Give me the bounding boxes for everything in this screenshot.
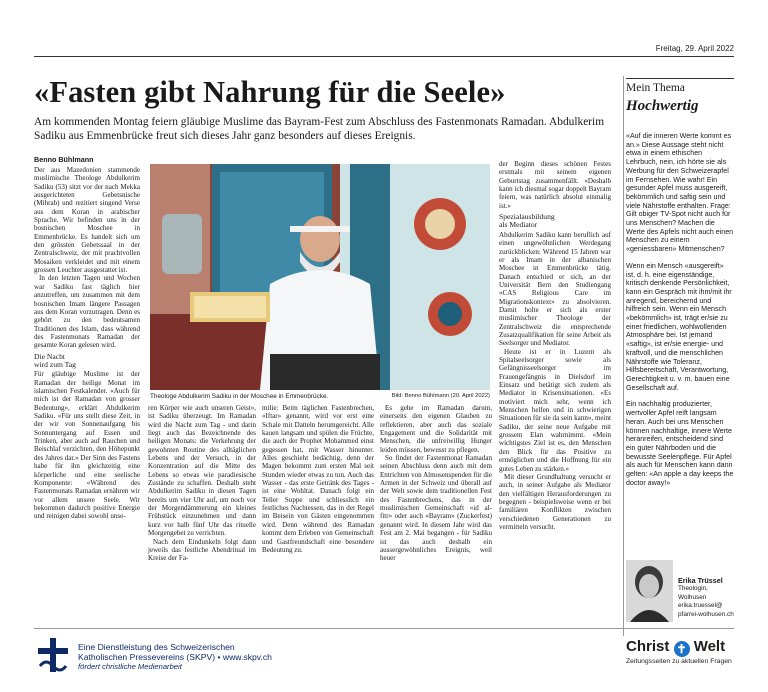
footer-publisher [78, 642, 272, 672]
sidebar-label: Mein Thema [626, 82, 685, 94]
skpv-logo-icon [36, 636, 70, 679]
article-column-1 [34, 166, 140, 521]
caption-text: Theologe Abdulkerim Sadiku in der Moschee in Emmenbrücke. [150, 393, 329, 400]
article-paragraph: Nach dem Eindunkeln folgt dann jeweils das festliche Abendritual im Kreise der Fa- [148, 537, 256, 563]
sidebar-divider [623, 76, 624, 636]
subheading-line: Spezialausbildung [499, 212, 555, 222]
photo-caption [150, 393, 490, 400]
article-paragraph: Der aus Mazedonien stammende muslimische Theologe Abdulkerim Sadiku (53) sitzt vor der nach Mekka ausgerichteten Gebetsnische (Mihrab) und rezitiert singend Verse aus dem Koran in arabischer Sprache. Wir befinden uns in der bosnischen Moschee in Emmenbrücke. Es handelt sich um den grössten Gebetssaal in der Zentralschweiz, der mit prachtvollen Mosaiken verkleidet und mit einem grossen Leuchter ausgestattet ist. [34, 166, 140, 275]
article-column-5 [499, 160, 611, 531]
subheading-line: wird zum Tag [34, 359, 76, 369]
footer-line: Eine Dienstleistung des Schweizerischen [78, 642, 235, 652]
author-portrait [626, 560, 673, 622]
portrait-illustration [626, 560, 673, 622]
article-paragraph: Abdulkerim Sadiku kann beruflich auf einen ungewöhnlichen Werdegang zurückblicken: Während 15 Jahren war er als Imam in der albanischen Moschee in Emmenbrücke tätig. Danach entschied er sich, an der Universität Bern den Studiengang «CAS Religious Care im Migrationskontext» zu absolvieren. Damit holte er sich als erster muslimischer Theologe der Zentralschweiz die entsprechende Zusatzqualifikation für seine Arbeit als Seelsorger und Mediator. [499, 230, 611, 348]
article-column-4 [380, 404, 492, 563]
brand-left: Christ [626, 638, 670, 655]
sidebar-title: Hochwertig [626, 98, 699, 114]
signature-name: Erika Trüssel [678, 576, 723, 585]
subheading [34, 353, 140, 370]
article-paragraph: Heute ist er in Luzern als Spitalseelsorger sowie als Gefängnisseelsorger im Frauengefängnis in Dielsdorf im Einsatz und betätigt sich zudem als Mediator in Krisensituationen. «Es motiviert mich sehr, wenn ich Menschen helfen und in schwierigen Situationen für sie da sein kann», meint Sadiku, der seine neue Aufgabe mit grossem Elan wahrnimmt. «Mein wichtigstes Ziel ist es, den Menschen den Blick für das Positive zu ermöglichen und die Hoffnung für ein gutes Leben zu stärken.» [499, 347, 611, 473]
article-paragraph: milie: Beim täglichen Fastenbrechen, «Iftar» genannt, wird vor erst eine Schale mit Datteln herumgereicht. Alle kauen langsam und spülen die Früchte, die auch der Prophet Mohammed einst gegessen hat, mit Wasser hinunter. Alles geschieht bedächtig, denn der Magen bekommt zum ersten Mal seit Stunden wieder etwas zu tun. Auch das Wasser - das erste Getränk des Tages - ist eine Wohltat. Danach folgt ein Teller Suppe und schliesslich ein festliches Nachtessen, das in der Regel im Beisein von Gästen eingenommen wird. Denn während des Ramadan kommt dem Erleben von Gemeinschaft und Gastfreundschaft eine besondere Bedeutung zu. [262, 404, 374, 554]
article-paragraph: Es gehe im Ramadan darum, einerseits den eigenen Glauben zu reflektieren, aber auch das soziale Engagement und die Solidarität mit Menschen, die unfreiwillig Hunger leiden müssen, bewusst zu pflegen. [380, 404, 492, 454]
sidebar-paragraph: Ein nachhaltig produzierter, wertvoller Apfel reift langsam heran. Auch bei uns Menschen können nachhaltige, innere Werte heranreifen, entscheidend sind ein guter Nährboden und die bewusste Seelenpflege. Für Apfel als auch für Menschen kann dann gelten: «An apple a day keeps the doctor away!» [626, 400, 734, 487]
article-paragraph: Mit dieser Grundhaltung versucht er auch, in seiner Aufgabe als Mediator den vielfältigen Herausforderungen zu begegnen - beispielsweise wenn er bei familiären Konflikten zwischen verschiedenen Generationen zu vermitteln versucht. [499, 472, 611, 531]
lead-paragraph: Am kommenden Montag feiern gläubige Muslime das Bayram-Fest zum Abschluss des Fastenmonats Ramadan. Abdulkerim Sadiku aus Emmenbrücke freut sich dieses Jahr ganz besonders auf dieses Ereignis. [34, 116, 605, 142]
sidebar-paragraph: Wenn ein Mensch «ausgereift» ist, d. h. eine eigenständige, kritisch denkende Persönlichkeit, kann ein Gespräch mit ihm/mit ihr anregend, bereichernd und hilfreich sein. Wenn ein Mensch «bekömmlich» ist, trägt er/sie zu einer friedlichen, wohlwollenden Atmosphäre bei. Ist jemand «saftig», ist er/sie energie- und kraftvoll, und die menschlichen Nährstoffe wie Toleranz, Hilfsbereitschaft, Verantwortung, Gerechtigkeit u. v. m. bauen eine Gesellschaft auf. [626, 261, 732, 392]
footer-line: Katholischen Pressevereins (SKPV) • www.skpv.ch [78, 652, 272, 662]
brand-subtitle: Zeitungsseiten zu aktuellen Fragen [626, 658, 732, 665]
brand-right: Welt [693, 638, 726, 655]
article-paragraph: In den letzten Tagen und Wochen war Sadiku fast täglich hier anzutreffen, um zusammen mit dem bosnischen Imam längere Passagen aus dem Koran vorzutragen. Denn es gehört zu den bedeutsamen Traditionen des Islam, dass während des Fastenmonats Ramadan der gesamte Koran gelesen wird. [34, 274, 140, 350]
article-paragraph: ren Körper wie auch unseren Geist», ist Sadiku überzeugt. Im Ramadan wird die Nacht zum Tag - und darin liegt auch das Bezeichnende des heiligen Monats: die Verkehrung der gewohnten Routine des alltäglichen Lebens und der Versuch, in der Konzentration auf die Mitte des Lebens so etwas wie paradiesische Zustände zu schaffen. Deshalb steht Abdulkerim Sadiku in diesen Tagen bereits um vier Uhr auf, um noch vor der Morgendämmerung ein kleines Frühstück einzunehmen und dann kurz vor halb fünf Uhr das rituelle Morgengebet zu verrichten. [148, 404, 256, 538]
subheading-line: als Mediator [499, 220, 538, 230]
footer-rule [34, 628, 734, 629]
sidebar-signature [678, 577, 734, 619]
article-column-3 [262, 404, 374, 554]
subheading-line: Die Nacht [34, 351, 65, 361]
signature-place: Wolhusen [678, 593, 707, 601]
photo-illustration [150, 164, 490, 390]
article-column-2 [148, 404, 256, 563]
issue-date: Freitag, 29. April 2022 [655, 44, 734, 53]
author-byline: Benno Bühlmann [34, 155, 94, 164]
signature-role: Theologin, [678, 585, 708, 593]
photo-credit: Bild: Benno Bühlmann (20. April 2022) [391, 393, 490, 399]
footer-tagline: fördert christliche Medienarbeit [78, 662, 182, 671]
sidebar-text [626, 132, 734, 495]
globe-cross-icon: ✝ [674, 641, 690, 657]
headline: «Fasten gibt Nahrung für die Seele» [34, 75, 506, 109]
article-paragraph: der Beginn dieses schönen Festes erstmals mit seinem eigenen Geburtstag zusammenfällt. «Deshalb kann ich diesmal sogar doppelt Bayram feiern, was natürlich absolut einmalig ist.» [499, 160, 611, 210]
christ-welt-logo [626, 638, 736, 665]
signature-email-domain: pfarrei-wolhusen.ch [678, 610, 734, 618]
article-paragraph: Für gläubige Muslime ist der Ramadan der heilige Monat im islamischen Festkalender. «Auch für mich ist der Ramadan von grosser Bedeutung», erklärt Abdulkerim Sadiku. «Für uns stellt diese Zeit, in der wir von Sonnenaufgang bis Sonnuntergang auf Essen und Trinken, aber auch auf Rauchen und Beischlaf verzichten, den Höhepunkt des Jahres dar.» Der Sinn des Fastens habe für ihn gleichzeitig eine körperliche und eine seelische Komponente: «Während des Fastenmonats Ramadan ernähren wir vor allem unsere Seele. Wir bekommen dadurch positive Energie und reinigen dabei sowohl unse- [34, 370, 140, 521]
signature-email: erika.truessel@ [678, 602, 723, 610]
article-photo [150, 164, 490, 390]
sidebar-paragraph: «Auf die inneren Werte kommt es an.» Diese Aussage steht nicht etwa in einem ethischen Lehrbuch, nein, ich hörte sie als Werbung für den Schweizerapfel im Fernsehen. Wie wahr! Ein gesunder Apfel muss ausgereift, bekömmlich und saftig sein und viele Nährstoffe enthalten. Frage: Gilt obiger TV-Spot nicht auch für uns Menschen? Machen die Werte des Apfels nicht auch einen Menschen zu einem «geniessbaren» Mitmenschen? [626, 132, 734, 254]
subheading [499, 213, 611, 230]
sidebar-rule [626, 78, 734, 79]
article-paragraph: So findet der Fastenmonat Ramadan seinen Abschluss denn auch mit dem Entrichten von Almosenspenden für die Armen in der Schweiz und überall auf der Welt sowie dem traditionellen Fest des Fastenbrechens, das in der muslimischen Gemeinschaft «id al-fitr» oder auch «Bayram» (Zuckerfest) genannt wird. In diesem Jahr wird das Fest am 2. Mai begangen - für Sadiku ist das auch deshalb ein aussergewöhnliches Ereignis, weil heuer [380, 454, 492, 563]
top-rule [34, 56, 734, 57]
